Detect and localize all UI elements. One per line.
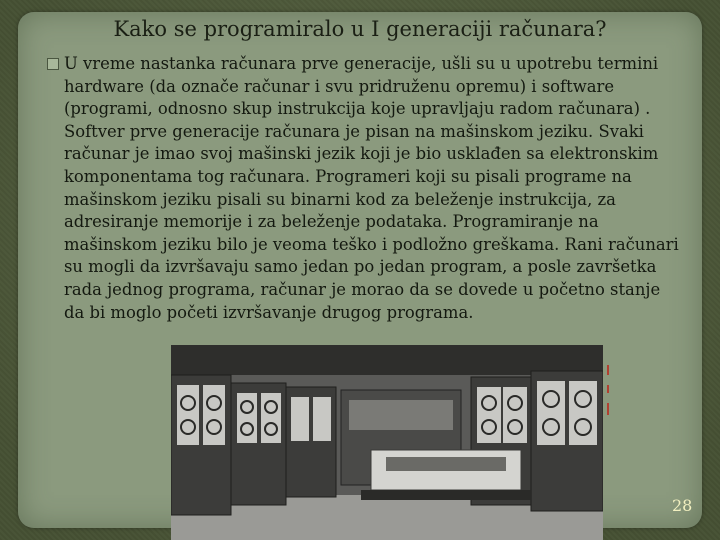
- square-bullet-icon: [47, 58, 59, 70]
- bullet-text: U vreme nastanka računara prve generacije, ušli su u upotrebu termini hardware (da označe računar i svu pridruženu opremu) i software (programi, odnosno skup instrukcija koje upravljaju radom računara) . Softver prve generacije računara je pisan na mašinskom jeziku. Svaki računar je imao svoj mašinski jezik koji je bio usklađen sa elektronskim komponentama tog računara. Programeri koji su pisali programe na mašinskom jeziku pisali su binarni kod za beleženje instrukcija, za adresiranje memorije i za beleženje podataka. Programiranje na mašinskom jeziku bilo je veoma teško i podložno greškama. Rani računari su mogli da izvršavaju samo jedan po jedan program, a posle završetka rada jednog programa, računar je morao da se dovede u početno stanje da bi moglo početi izvršavanje drugog programa.: [64, 54, 679, 322]
- page-number: 28: [672, 496, 693, 515]
- slide-title: Kako se programiralo u I generaciji računara?: [113, 17, 607, 41]
- red-tick-marks: [603, 345, 613, 505]
- computer-room-photo: [171, 345, 603, 540]
